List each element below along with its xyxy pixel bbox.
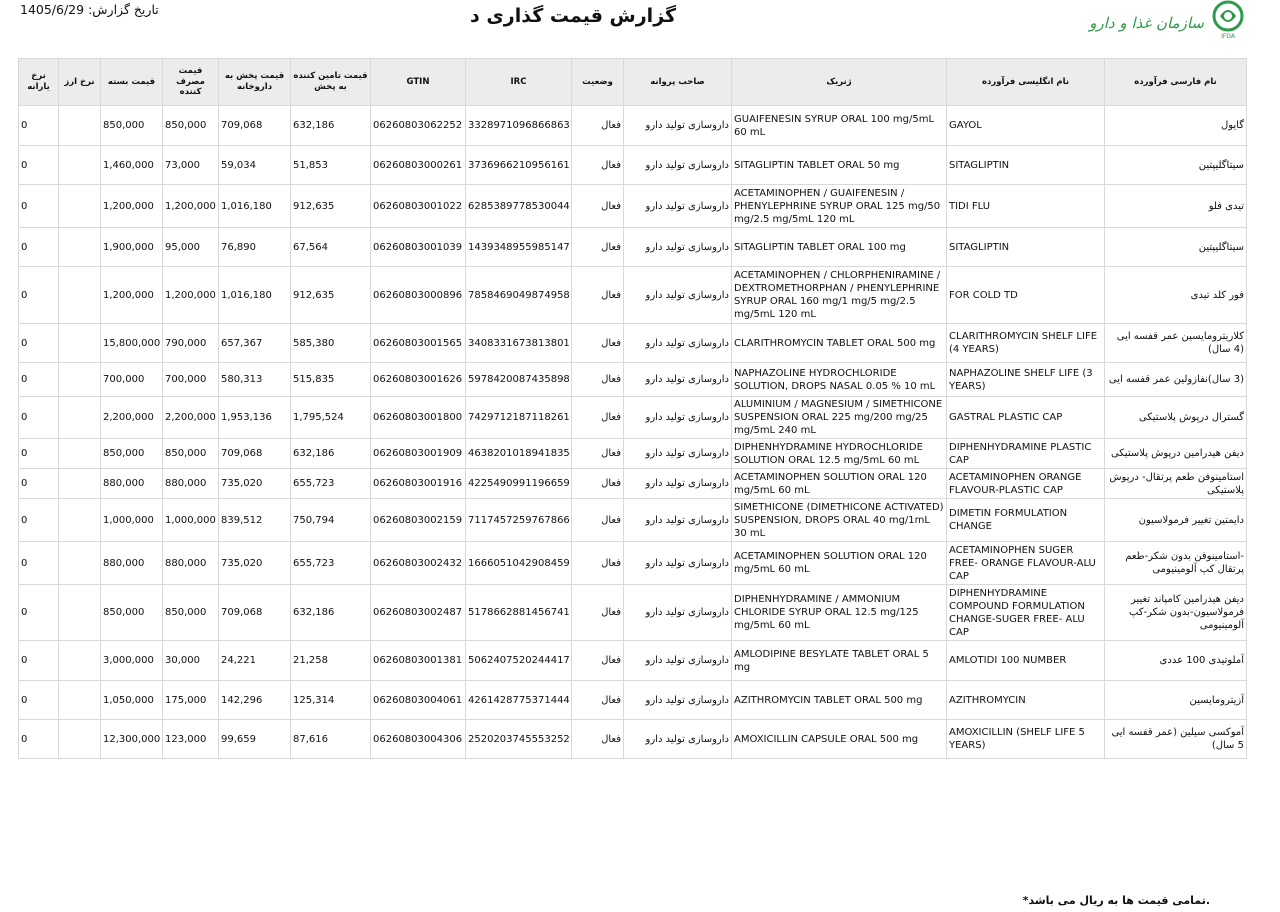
cell-supplier-price: 585,380 [291, 324, 371, 363]
cell-persian-name: -استامینوفن بدون شکر-طعم پرتقال کپ آلومینیومی [1105, 542, 1247, 585]
cell-subsidy: 0 [19, 585, 59, 641]
cell-package-price: 700,000 [101, 363, 163, 397]
cell-supplier-price: 67,564 [291, 228, 371, 267]
cell-supplier-price: 632,186 [291, 106, 371, 146]
cell-irc: 7429712187118261 [466, 397, 572, 439]
cell-pharmacy-price: 1,953,136 [219, 397, 291, 439]
cell-status: فعال [572, 542, 624, 585]
cell-supplier-price: 750,794 [291, 499, 371, 542]
table-row [19, 542, 1247, 585]
col-pharmacy-price: قیمت پخش به داروخانه [219, 59, 291, 106]
cell-exchange-rate [59, 499, 101, 542]
cell-subsidy: 0 [19, 397, 59, 439]
table-row [19, 267, 1247, 324]
report-date: تاریخ گزارش: 1405/6/29 [20, 2, 159, 17]
cell-gtin: 06260803001381 [371, 641, 466, 681]
cell-persian-name: (3 سال)نفازولین عمر قفسه ایی [1105, 363, 1247, 397]
cell-pharmacy-price: 59,034 [219, 146, 291, 185]
table-row [19, 469, 1247, 499]
cell-status: فعال [572, 397, 624, 439]
cell-gtin: 06260803001909 [371, 439, 466, 469]
table-row [19, 363, 1247, 397]
cell-exchange-rate [59, 106, 101, 146]
cell-status: فعال [572, 439, 624, 469]
cell-subsidy: 0 [19, 439, 59, 469]
col-generic: ژنریک [732, 59, 947, 106]
cell-consumer-price: 850,000 [163, 106, 219, 146]
logo-text: سازمان غذا و دارو [1089, 14, 1204, 32]
cell-generic: ACETAMINOPHEN / CHLORPHENIRAMINE / DEXTROMETHORPHAN / PHENYLEPHRINE SYRUP ORAL 160 mg/1 mg/5 mg/2.5 mg/5mL 120 mL [732, 267, 947, 324]
cell-persian-name: آموکسی سیلین (عمر قفسه ایی 5 سال) [1105, 720, 1247, 759]
cell-pharmacy-price: 580,313 [219, 363, 291, 397]
cell-english-name: TIDI FLU [947, 185, 1105, 228]
cell-english-name: ACETAMINOPHEN ORANGE FLAVOUR-PLASTIC CAP [947, 469, 1105, 499]
cell-english-name: CLARITHROMYCIN SHELF LIFE (4 YEARS) [947, 324, 1105, 363]
logo-subtext: IFDA [1221, 33, 1235, 40]
table-header-row [19, 59, 1247, 106]
cell-irc: 4638201018941835 [466, 439, 572, 469]
cell-supplier-price: 51,853 [291, 146, 371, 185]
cell-irc: 5178662881456741 [466, 585, 572, 641]
cell-generic: ACETAMINOPHEN SOLUTION ORAL 120 mg/5mL 60 mL [732, 542, 947, 585]
cell-generic: AMOXICILLIN CAPSULE ORAL 500 mg [732, 720, 947, 759]
footnote: .تمامی قیمت ها به ریال می باشد* [1022, 894, 1210, 907]
ifda-logo [1089, 0, 1250, 42]
table-row [19, 720, 1247, 759]
cell-english-name: AMLOTIDI 100 NUMBER [947, 641, 1105, 681]
cell-gtin: 06260803001565 [371, 324, 466, 363]
cell-license-owner: داروسازی تولید دارو [624, 324, 732, 363]
table-row [19, 681, 1247, 720]
cell-package-price: 2,200,000 [101, 397, 163, 439]
cell-generic: NAPHAZOLINE HYDROCHLORIDE SOLUTION, DROPS NASAL 0.05 % 10 mL [732, 363, 947, 397]
col-license-owner: صاحب پروانه [624, 59, 732, 106]
cell-exchange-rate [59, 228, 101, 267]
cell-pharmacy-price: 1,016,180 [219, 185, 291, 228]
cell-consumer-price: 2,200,000 [163, 397, 219, 439]
cell-generic: DIPHENHYDRAMINE HYDROCHLORIDE SOLUTION ORAL 12.5 mg/5mL 60 mL [732, 439, 947, 469]
cell-consumer-price: 1,000,000 [163, 499, 219, 542]
col-subsidy: نرخ یارانه [19, 59, 59, 106]
cell-package-price: 1,460,000 [101, 146, 163, 185]
cell-license-owner: داروسازی تولید دارو [624, 499, 732, 542]
cell-status: فعال [572, 267, 624, 324]
cell-subsidy: 0 [19, 363, 59, 397]
cell-gtin: 06260803002159 [371, 499, 466, 542]
cell-exchange-rate [59, 324, 101, 363]
cell-supplier-price: 21,258 [291, 641, 371, 681]
cell-gtin: 06260803000896 [371, 267, 466, 324]
cell-pharmacy-price: 735,020 [219, 469, 291, 499]
table-row [19, 397, 1247, 439]
cell-consumer-price: 1,200,000 [163, 185, 219, 228]
cell-persian-name: سیتاگلیپتین [1105, 146, 1247, 185]
cell-gtin: 06260803002432 [371, 542, 466, 585]
table-row [19, 185, 1247, 228]
cell-english-name: DIPHENHYDRAMINE COMPOUND FORMULATION CHANGE-SUGER FREE- ALU CAP [947, 585, 1105, 641]
cell-status: فعال [572, 146, 624, 185]
cell-consumer-price: 73,000 [163, 146, 219, 185]
cell-license-owner: داروسازی تولید دارو [624, 397, 732, 439]
cell-english-name: DIMETIN FORMULATION CHANGE [947, 499, 1105, 542]
col-status: وضعیت [572, 59, 624, 106]
cell-generic: SITAGLIPTIN TABLET ORAL 100 mg [732, 228, 947, 267]
cell-status: فعال [572, 363, 624, 397]
table-row [19, 228, 1247, 267]
cell-consumer-price: 95,000 [163, 228, 219, 267]
cell-license-owner: داروسازی تولید دارو [624, 363, 732, 397]
cell-irc: 1666051042908459 [466, 542, 572, 585]
cell-exchange-rate [59, 185, 101, 228]
ifda-logo-icon [1206, 0, 1250, 40]
cell-subsidy: 0 [19, 267, 59, 324]
cell-consumer-price: 880,000 [163, 469, 219, 499]
cell-pharmacy-price: 709,068 [219, 106, 291, 146]
cell-english-name: AZITHROMYCIN [947, 681, 1105, 720]
col-irc: IRC [466, 59, 572, 106]
cell-exchange-rate [59, 542, 101, 585]
cell-gtin: 06260803001800 [371, 397, 466, 439]
price-table [18, 58, 1247, 759]
cell-package-price: 1,200,000 [101, 267, 163, 324]
cell-irc: 1439348955985147 [466, 228, 572, 267]
col-supplier-price: قیمت تامین کننده به پخش [291, 59, 371, 106]
cell-subsidy: 0 [19, 641, 59, 681]
cell-persian-name: سیتاگلیپتین [1105, 228, 1247, 267]
col-exchange-rate: نرخ ارز [59, 59, 101, 106]
cell-package-price: 880,000 [101, 542, 163, 585]
cell-package-price: 1,900,000 [101, 228, 163, 267]
cell-package-price: 1,200,000 [101, 185, 163, 228]
cell-gtin: 06260803001039 [371, 228, 466, 267]
cell-status: فعال [572, 720, 624, 759]
col-english-name: نام انگلیسی فرآورده [947, 59, 1105, 106]
table-row [19, 146, 1247, 185]
cell-generic: ACETAMINOPHEN / GUAIFENESIN / PHENYLEPHRINE SYRUP ORAL 125 mg/50 mg/2.5 mg/5mL 120 mL [732, 185, 947, 228]
cell-exchange-rate [59, 585, 101, 641]
cell-persian-name: دایمتین تغییر فرمولاسیون [1105, 499, 1247, 542]
cell-pharmacy-price: 142,296 [219, 681, 291, 720]
cell-exchange-rate [59, 681, 101, 720]
cell-supplier-price: 125,314 [291, 681, 371, 720]
cell-license-owner: داروسازی تولید دارو [624, 681, 732, 720]
cell-status: فعال [572, 585, 624, 641]
cell-irc: 4225490991196659 [466, 469, 572, 499]
table-row [19, 641, 1247, 681]
cell-supplier-price: 912,635 [291, 267, 371, 324]
cell-irc: 5062407520244417 [466, 641, 572, 681]
cell-irc: 2520203745553252 [466, 720, 572, 759]
cell-english-name: FOR COLD TD [947, 267, 1105, 324]
col-gtin: GTIN [371, 59, 466, 106]
cell-generic: CLARITHROMYCIN TABLET ORAL 500 mg [732, 324, 947, 363]
cell-generic: SIMETHICONE (DIMETHICONE ACTIVATED) SUSPENSION, DROPS ORAL 40 mg/1mL 30 mL [732, 499, 947, 542]
cell-package-price: 3,000,000 [101, 641, 163, 681]
cell-exchange-rate [59, 469, 101, 499]
table-row [19, 585, 1247, 641]
cell-license-owner: داروسازی تولید دارو [624, 267, 732, 324]
cell-status: فعال [572, 185, 624, 228]
cell-generic: GUAIFENESIN SYRUP ORAL 100 mg/5mL 60 mL [732, 106, 947, 146]
cell-persian-name: فور کلد تیدی [1105, 267, 1247, 324]
cell-pharmacy-price: 709,068 [219, 585, 291, 641]
cell-license-owner: داروسازی تولید دارو [624, 439, 732, 469]
cell-supplier-price: 1,795,524 [291, 397, 371, 439]
table-row [19, 499, 1247, 542]
cell-package-price: 12,300,000 [101, 720, 163, 759]
cell-license-owner: داروسازی تولید دارو [624, 641, 732, 681]
cell-supplier-price: 655,723 [291, 469, 371, 499]
cell-subsidy: 0 [19, 469, 59, 499]
cell-irc: 7858469049874958 [466, 267, 572, 324]
cell-persian-name: دیفن هیدرامین درپوش پلاستیکی [1105, 439, 1247, 469]
cell-exchange-rate [59, 397, 101, 439]
table-row [19, 439, 1247, 469]
cell-irc: 3736966210956161 [466, 146, 572, 185]
cell-irc: 7117457259767866 [466, 499, 572, 542]
cell-generic: AZITHROMYCIN TABLET ORAL 500 mg [732, 681, 947, 720]
cell-exchange-rate [59, 641, 101, 681]
cell-irc: 4261428775371444 [466, 681, 572, 720]
cell-generic: SITAGLIPTIN TABLET ORAL 50 mg [732, 146, 947, 185]
cell-license-owner: داروسازی تولید دارو [624, 585, 732, 641]
report-title: گزارش قیمت گذاری د [470, 5, 677, 27]
cell-consumer-price: 850,000 [163, 585, 219, 641]
cell-persian-name: دیفن هیدرامین کامپاند تغییر فرمولاسیون-بدون شکر-کپ آلومینیومی [1105, 585, 1247, 641]
cell-exchange-rate [59, 363, 101, 397]
cell-persian-name: گسترال درپوش پلاستیکی [1105, 397, 1247, 439]
cell-status: فعال [572, 228, 624, 267]
cell-english-name: SITAGLIPTIN [947, 146, 1105, 185]
cell-package-price: 850,000 [101, 439, 163, 469]
cell-pharmacy-price: 657,367 [219, 324, 291, 363]
col-package-price: قیمت بسته [101, 59, 163, 106]
cell-irc: 3408331673813801 [466, 324, 572, 363]
cell-status: فعال [572, 106, 624, 146]
cell-supplier-price: 632,186 [291, 585, 371, 641]
cell-package-price: 1,000,000 [101, 499, 163, 542]
cell-package-price: 1,050,000 [101, 681, 163, 720]
cell-english-name: AMOXICILLIN (SHELF LIFE 5 YEARS) [947, 720, 1105, 759]
cell-persian-name: آزیترومایسین [1105, 681, 1247, 720]
cell-status: فعال [572, 469, 624, 499]
cell-subsidy: 0 [19, 542, 59, 585]
cell-supplier-price: 655,723 [291, 542, 371, 585]
cell-license-owner: داروسازی تولید دارو [624, 146, 732, 185]
cell-consumer-price: 123,000 [163, 720, 219, 759]
cell-subsidy: 0 [19, 146, 59, 185]
cell-consumer-price: 700,000 [163, 363, 219, 397]
cell-exchange-rate [59, 720, 101, 759]
cell-english-name: DIPHENHYDRAMINE PLASTIC CAP [947, 439, 1105, 469]
table-row [19, 324, 1247, 363]
cell-subsidy: 0 [19, 106, 59, 146]
cell-gtin: 06260803062252 [371, 106, 466, 146]
cell-package-price: 880,000 [101, 469, 163, 499]
cell-gtin: 06260803004061 [371, 681, 466, 720]
cell-license-owner: داروسازی تولید دارو [624, 106, 732, 146]
cell-package-price: 850,000 [101, 106, 163, 146]
cell-subsidy: 0 [19, 185, 59, 228]
cell-generic: DIPHENHYDRAMINE / AMMONIUM CHLORIDE SYRUP ORAL 12.5 mg/125 mg/5mL 60 mL [732, 585, 947, 641]
cell-gtin: 06260803001022 [371, 185, 466, 228]
cell-supplier-price: 912,635 [291, 185, 371, 228]
cell-pharmacy-price: 99,659 [219, 720, 291, 759]
cell-irc: 3328971096866863 [466, 106, 572, 146]
col-consumer-price: قیمت مصرف کننده [163, 59, 219, 106]
cell-package-price: 15,800,000 [101, 324, 163, 363]
cell-english-name: ACETAMINOPHEN SUGER FREE- ORANGE FLAVOUR-ALU CAP [947, 542, 1105, 585]
cell-supplier-price: 515,835 [291, 363, 371, 397]
cell-gtin: 06260803002487 [371, 585, 466, 641]
cell-persian-name: کلاریترومایسین عمر قفسه ایی (4 سال) [1105, 324, 1247, 363]
cell-subsidy: 0 [19, 499, 59, 542]
cell-pharmacy-price: 76,890 [219, 228, 291, 267]
cell-status: فعال [572, 641, 624, 681]
cell-exchange-rate [59, 439, 101, 469]
cell-persian-name: استامینوفن طعم پرتقال- درپوش پلاستیکی [1105, 469, 1247, 499]
cell-pharmacy-price: 709,068 [219, 439, 291, 469]
cell-license-owner: داروسازی تولید دارو [624, 542, 732, 585]
cell-subsidy: 0 [19, 228, 59, 267]
cell-persian-name: تیدی فلو [1105, 185, 1247, 228]
cell-supplier-price: 87,616 [291, 720, 371, 759]
cell-status: فعال [572, 499, 624, 542]
cell-subsidy: 0 [19, 720, 59, 759]
cell-exchange-rate [59, 267, 101, 324]
cell-consumer-price: 175,000 [163, 681, 219, 720]
cell-english-name: NAPHAZOLINE SHELF LIFE (3 YEARS) [947, 363, 1105, 397]
cell-irc: 5978420087435898 [466, 363, 572, 397]
cell-subsidy: 0 [19, 681, 59, 720]
cell-status: فعال [572, 681, 624, 720]
cell-pharmacy-price: 735,020 [219, 542, 291, 585]
cell-consumer-price: 790,000 [163, 324, 219, 363]
cell-consumer-price: 880,000 [163, 542, 219, 585]
cell-generic: ACETAMINOPHEN SOLUTION ORAL 120 mg/5mL 60 mL [732, 469, 947, 499]
cell-gtin: 06260803004306 [371, 720, 466, 759]
cell-license-owner: داروسازی تولید دارو [624, 228, 732, 267]
cell-consumer-price: 1,200,000 [163, 267, 219, 324]
cell-license-owner: داروسازی تولید دارو [624, 469, 732, 499]
cell-english-name: SITAGLIPTIN [947, 228, 1105, 267]
cell-generic: AMLODIPINE BESYLATE TABLET ORAL 5 mg [732, 641, 947, 681]
cell-license-owner: داروسازی تولید دارو [624, 720, 732, 759]
cell-consumer-price: 850,000 [163, 439, 219, 469]
table-row [19, 106, 1247, 146]
cell-pharmacy-price: 839,512 [219, 499, 291, 542]
cell-exchange-rate [59, 146, 101, 185]
cell-supplier-price: 632,186 [291, 439, 371, 469]
cell-package-price: 850,000 [101, 585, 163, 641]
cell-gtin: 06260803001626 [371, 363, 466, 397]
col-persian-name: نام فارسی فرآورده [1105, 59, 1247, 106]
cell-license-owner: داروسازی تولید دارو [624, 185, 732, 228]
cell-pharmacy-price: 24,221 [219, 641, 291, 681]
cell-pharmacy-price: 1,016,180 [219, 267, 291, 324]
cell-consumer-price: 30,000 [163, 641, 219, 681]
cell-gtin: 06260803000261 [371, 146, 466, 185]
cell-persian-name: آملوتیدی 100 عددی [1105, 641, 1247, 681]
cell-gtin: 06260803001916 [371, 469, 466, 499]
cell-generic: ALUMINIUM / MAGNESIUM / SIMETHICONE SUSPENSION ORAL 225 mg/200 mg/25 mg/5mL 240 mL [732, 397, 947, 439]
cell-irc: 6285389778530044 [466, 185, 572, 228]
cell-english-name: GASTRAL PLASTIC CAP [947, 397, 1105, 439]
cell-status: فعال [572, 324, 624, 363]
cell-subsidy: 0 [19, 324, 59, 363]
cell-english-name: GAYOL [947, 106, 1105, 146]
cell-persian-name: گایول [1105, 106, 1247, 146]
